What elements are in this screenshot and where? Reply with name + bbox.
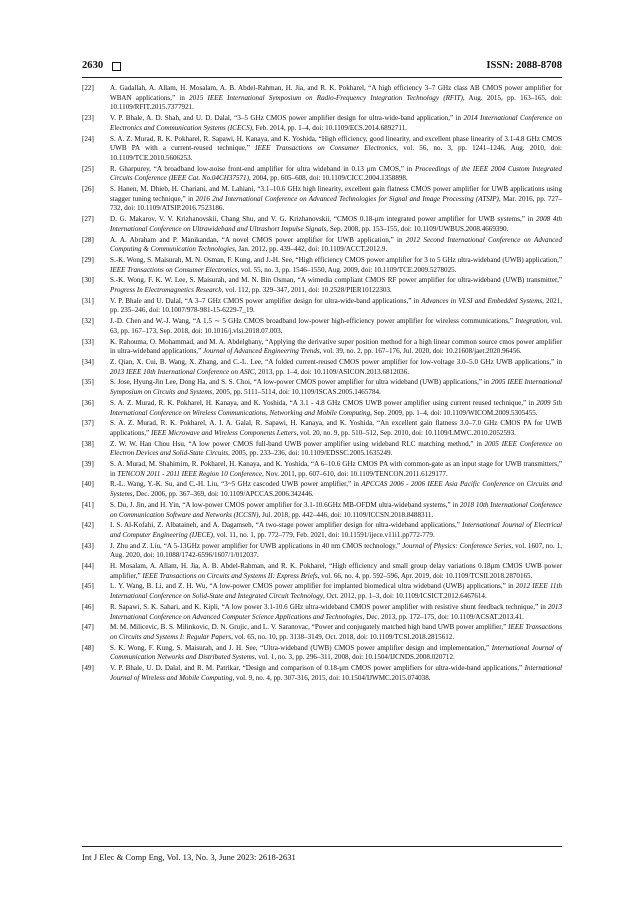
reference-item [82,276,562,295]
reference-authors-title: S.-K. Wong, S. Maisurah, M. N. Osman, F. Kung, and J.-H. See, “High efficiency CMOS power amplifier for 3 to 5 GHz ultra-wideband (UWB) application,” [110,255,562,264]
reference-number: [38] [82,439,94,448]
reference-authors-title: J. Zhu and Z. Liu, “A 5-13GHz power amplifier for UWB applications in 40 nm CMOS technology,” [110,541,403,550]
reference-authors-title: S. K. Wong, F. Kung, S. Maisurah, and J. H. See, “Ultra-wideband (UWB) CMOS power amplifier design and implementation,” [110,643,492,652]
reference-venue: Progress In Electromagnetics Research [110,286,222,295]
footer-rule [82,846,562,847]
reference-item [82,440,562,459]
reference-text [110,114,562,132]
reference-venue: IEEE Microwave and Wireless Components Letters [150,428,297,437]
reference-text [110,215,562,233]
reference-number: [39] [82,460,94,469]
reference-text [110,135,562,162]
reference-number: [31] [82,296,94,305]
reference-text [110,399,562,417]
reference-text [110,338,562,356]
reference-item [82,419,562,438]
reference-details: , 2004, pp. 605–608, doi: 10.1109/CICC.2004.1358898. [248,174,408,183]
reference-number: [23] [82,114,94,123]
header-rule [82,77,562,78]
reference-number: [26] [82,185,94,194]
reference-venue: 2016 2nd International Conference on Advanced Technologies for Signal and Image Processing (ATSIP) [195,194,499,203]
reference-item [82,480,562,499]
reference-details: , Mar. 2016, pp. 727–732, doi: 10.1109/ATSIP.2016.7523186. [110,194,563,213]
reference-details: , Oct. 2012, pp. 1–3, doi: 10.1109/ICSICT.2012.6467614. [322,592,487,601]
reference-authors-title: H. Mosalam, A. Allam, H. Jia, A. B. Abdel-Rahman, and R. K. Pokharel, “High efficiency and small group delay variations 0.18μm CMOS UWB power amplifier,” [110,562,562,580]
reference-venue: 2014 International Conference on Electronics and Communication Systems (ICECS) [110,114,562,132]
reference-number: [27] [82,215,94,224]
reference-item [82,378,562,397]
reference-authors-title: L. Y. Wang, B. Li, and Z. H. Wu, “A low-power CMOS power amplifier for implanted biomedical ultra wideband (UWB) applications,” in [110,582,516,591]
reference-details: , vol. 66, no. 4, pp. 592–596, Apr. 2019, doi: 10.1109/TCSII.2018.2870165. [317,571,533,580]
reference-authors-title: S. A. Murad, M. Shahimim, R. Pokharel, H. Kanaya, and K. Yoshida, “A 6–10.6 GHz CMOS PA with common-gate as an input stage for UWB transmitters,” in [110,460,562,478]
reference-details: , Jul. 2018, pp. 442–446, doi: 10.1109/ICCSN.2018.8488311. [258,510,434,519]
reference-text [110,419,562,437]
reference-details: , Dec. 2013, pp. 172–175, doi: 10.1109/ACSAT.2013.41. [362,612,524,621]
reference-item [82,256,562,275]
reference-details: , 2021, pp. 235–246, doi: 10.1007/978-981-15-6229-7_19. [110,296,563,315]
reference-details: , vol. 55, no. 3, pp. 1546–1550, Aug. 2009, doi: 10.1109/TCE.2009.5278025. [237,265,457,274]
reference-details: , Sep. 2008, pp. 153–155, doi: 10.1109/UWBUS.2008.4669390. [326,224,509,233]
reference-text [110,358,562,376]
reference-venue: 2009 5th International Conference on Wireless Communications, Networking and Mobile Computing [110,398,563,417]
reference-venue: Journal of Advanced Engineering Trends [202,347,320,356]
reference-authors-title: K. Rahouma, O. Mohammad, and M. A. Abdelghany, “Applying the derivative super position method for a high linear common source cmos power amplifier in ultra-wideband applications,” [110,337,562,356]
reference-text [110,542,562,560]
reference-authors-title: S. A. Z. Murad, R. K. Pokharel, H. Kanaya, and K. Yoshida, “A 3.1 - 4.8 GHz CMOS UWB power amplifier using current reused technique,” in [110,398,537,407]
reference-venue: Journal of Physics: Conference Series [402,541,512,550]
reference-number: [34] [82,357,94,366]
reference-number: [41] [82,500,94,509]
page-header [82,60,562,76]
reference-venue: TENCON 2011 - 2011 IEEE Region 10 Conference [117,469,262,478]
reference-authors-title: D. G. Makarov, V. V. Krizhanovskii, Chang Shu, and V. G. Krizhanovskii, “CMOS 0.18-μm integrated power amplifier for UWB systems,” in [110,215,536,224]
reference-details: , Nov. 2011, pp. 607–610, doi: 10.1109/TENCON.2011.6129177. [261,469,448,478]
reference-authors-title: I. S. Al-Kofahi, Z. Albataineh, and A. Dagamseh, “A two-stage power amplifier design for ultra-wideband applications,” [110,521,463,530]
reference-item [82,236,562,255]
checkbox-icon [112,62,121,71]
reference-text [110,562,562,580]
reference-details: , Jan. 2012, pp. 439–442, doi: 10.1109/ACCT.2012.9. [234,245,388,254]
reference-text [110,378,562,396]
reference-authors-title: S. Hanen, M. Dhieb, H. Chariani, and M. Lahiani, “3.1–10.6 GHz high linearity, excellent gain flatness CMOS power amplifier for UWB applications using stagger tuning technique,” in [110,185,562,203]
reference-authors-title: V. P. Bhale and U. Dalal, “A 3–7 GHz CMOS power amplifier design for ultra-wide-band applications,” in [110,296,422,305]
reference-number: [49] [82,664,94,673]
reference-authors-title: Z. Qian, X. Cui, B. Wang, X. Zhang, and C.-L. Lee, “A folded current-reused CMOS power amplifier for low-voltage 3.0–5.0 GHz UWB applications,” in [110,357,562,366]
reference-text [110,521,562,539]
page-number: 2630 [82,60,104,71]
reference-number: [28] [82,235,94,244]
reference-text [110,644,562,662]
reference-item [82,623,562,642]
reference-number: [29] [82,255,94,264]
reference-venue: 2013 International Conference on Advanced Computer Science Applications and Technologies [110,602,562,621]
reference-details: , vol. 56, no. 3, pp. 1241–1246, Aug. 2010, doi: 10.1109/TCE.2010.5606253. [110,144,563,162]
reference-authors-title: S.-K. Wong, F. K. W. Lee, S. Maisurah, and M. N. Bin Osman, “A wimedia compliant CMOS RF power amplifier for ultra-wideband (UWB) transmitter,” [110,276,562,285]
reference-authors-title: Z. W. W. Han Chou Hsu, “A low power CMOS full-band UWB power amplifier using wideband RLC matching method,” in [110,439,485,448]
reference-item [82,460,562,479]
reference-item [82,165,562,184]
reference-number: [45] [82,582,94,591]
reference-number: [35] [82,378,94,387]
reference-number: [33] [82,337,94,346]
reference-venue: 2005 IEEE Conference on Electron Devices and Solid-State Circuits [110,439,562,458]
reference-item [82,562,562,581]
reference-details: , Feb. 2014, pp. 1–4, doi: 10.1109/ECS.2014.6892711. [252,123,407,132]
reference-authors-title: V. P. Bhale, A. D. Shah, and U. D. Dalal, “3–5 GHz CMOS power amplifier design for ultra-wide-band application,” in [110,114,464,123]
reference-item [82,603,562,622]
reference-text [110,276,562,294]
reference-authors-title: M. M. Milicevic, B. S. Milinkovic, D. N. Grujic, and L. V. Saranovac, “Power and conjugately matched high band UWB power amplifier,” [110,623,509,632]
reference-number: [47] [82,623,94,632]
reference-venue: 2013 IEEE 10th International Conference on ASIC [110,367,255,376]
reference-item [82,317,562,336]
reference-venue: 2015 IEEE International Symposium on Radio-Frequency Integration Technology (RFIT) [189,93,463,102]
reference-text [110,256,562,274]
reference-item [82,297,562,316]
reference-authors-title: V. P. Bhale, U. D. Dalal, and R. M. Patrikar, “Design and comparison of 0.18-μm CMOS power amplifiers for ultra-wide-band applications,” [110,664,525,673]
reference-number: [36] [82,398,94,407]
reference-item [82,338,562,357]
reference-text [110,664,562,682]
reference-authors-title: A. Gadallah, A. Allam, H. Mosalam, A. B. Abdel-Rahman, H. Jia, and R. K. Pokharel, “A high efficiency 3–7 GHz class AB CMOS power amplifier for WBAN applications,” in [110,84,562,102]
reference-venue: 2012 Second International Conference on Advanced Computing & Communication Technologies [110,235,562,254]
reference-number: [32] [82,317,94,326]
reference-venue: IEEE Transactions on Consumer Electronics [110,265,238,274]
reference-item [82,664,562,683]
reference-text [110,236,562,254]
reference-authors-title: J.-D. Chen and W.-J. Wang, “A 1.5 ∼ 5 GHz CMOS broadband low-power high-efficiency power amplifier for wireless communications,” [110,317,516,326]
reference-number: [25] [82,164,94,173]
reference-text [110,582,562,600]
reference-item [82,215,562,234]
reference-text [110,501,562,519]
reference-text [110,623,562,641]
reference-item [82,185,562,214]
reference-details: , vol. 11, no. 1, pp. 772–779, Feb. 2021, doi: 10.11591/ijece.v11i1.pp772-779. [213,530,435,539]
reference-authors-title: S. Jose, Hyung-Jin Lee, Dong Ha, and S. S. Choi, “A low-power CMOS power amplifier for ultra wideband (UWB) applications,” in [110,378,492,387]
reference-details: , Sep. 2009, pp. 1–4, doi: 10.1109/WICOM.2009.5305455. [370,408,538,417]
reference-number: [40] [82,480,94,489]
reference-item [82,542,562,561]
reference-authors-title: R.-L. Wang, Y.-K. Su, and C.-H. Liu, “3~5 GHz cascoded UWB power amplifier,” in [110,480,362,489]
reference-item [82,582,562,601]
reference-authors-title: A. A. Abraham and P. Manikandan, “A novel CMOS power amplifier for UWB application,” in [110,235,406,244]
reference-text [110,460,562,478]
reference-number: [44] [82,562,94,571]
reference-number: [46] [82,602,94,611]
reference-text [110,317,562,335]
reference-details: , vol. 112, pp. 329–347, 2011, doi: 10.2528/PIER10122303. [221,286,392,295]
reference-venue: International Journal of Communication Networks and Distributed Systems [110,643,562,662]
reference-authors-title: R. Sapawi, S. K. Sahari, and K. Kipli, “A low power 3.1-10.6 GHz ultra-wideband CMOS power amplifier with resistive shunt feedback technique,” in [110,602,548,611]
reference-number: [37] [82,419,94,428]
reference-authors-title: R. Gharpurey, “A broadband low-noise front-end amplifier for ultra wideband in 0.13 μm CMOS,” in [110,164,416,173]
reference-details: , vol. 63, pp. 167–173, Sep. 2018, doi: 10.1016/j.vlsi.2018.07.003. [110,317,562,335]
reference-item [82,644,562,663]
reference-venue: IEEE Transactions on Consumer Electronics [255,144,397,153]
reference-venue: International Journal of Electrical and Computer Engineering (IJECE) [110,521,563,539]
reference-venue: Proceedings of the IEEE 2004 Custom Integrated Circuits Conference (IEEE Cat. No.04CH37571) [110,164,562,183]
reference-details: , vol. 1, no. 3, pp. 296–311, 2008, doi: 10.1504/IJCNDS.2008.020712. [254,653,455,662]
reference-text [110,297,562,315]
reference-details: , vol. 39, no. 2, pp. 167–176, Jul. 2020, doi: 10.21608/jaet.2020.96456. [319,347,522,356]
reference-item [82,358,562,377]
page-footer: Int J Elec & Comp Eng, Vol. 13, No. 3, June 2023: 2618-2631 [82,852,296,862]
reference-item [82,114,562,133]
reference-details: , 2013, pp. 1–4, doi: 10.1109/ASICON.2013.6812036. [254,367,410,376]
reference-details: , vol. 9, no. 4, pp. 307-316, 2015, doi: 10.1504/IJWMC.2015.074038. [232,673,431,682]
reference-text [110,165,562,183]
reference-details: , 2005, pp. 5111–5114, doi: 10.1109/ISCAS.2005.1465784. [212,388,381,397]
reference-item [82,84,562,113]
reference-number: [42] [82,521,94,530]
reference-details: , Aug. 2015, pp. 163–165, doi: 10.1109/RFIT.2015.7377921. [110,93,562,112]
reference-details: , 2005, pp. 233–236, doi: 10.1109/EDSSC.2005.1635249. [228,449,393,458]
reference-number: [48] [82,643,94,652]
reference-text [110,480,562,498]
reference-venue: IEEE Transactions on Circuits and Systems I: Regular Papers [110,623,562,641]
reference-venue: International Journal of Wireless and Mobile Computing [110,664,562,682]
reference-text [110,603,562,621]
reference-venue: Integration [515,317,548,326]
reference-details: , vol. 20, no. 9, pp. 510–512, Sep. 2010, doi: 10.1109/LMWC.2010.2052593. [296,428,516,437]
reference-item [82,521,562,540]
reference-list [82,84,562,684]
reference-item [82,399,562,418]
reference-details: , Dec. 2006, pp. 367–369, doi: 10.1109/APCCAS.2006.342446. [132,490,314,499]
reference-number: [22] [82,84,94,92]
reference-venue: 2008 4th International Conference on Ultrawideband and Ultrashort Impulse Signals [110,215,562,233]
reference-details: , vol. 65, no. 10, pp. 3138–3149, Oct. 2018, doi: 10.1109/TCSI.2018.2815612. [231,632,455,641]
reference-authors-title: S. A. Z. Murad, R. K. Pokharel, R. Sapawi, H. Kanaya, and K. Yoshida, “High efficiency, good linearity, and excellent phase linearity of 3.1-4.8 GHz CMOS UWB PA with a current-reused technique,” [110,134,562,153]
reference-venue: APCCAS 2006 - 2006 IEEE Asia Pacific Conference on Circuits and Systems [110,480,563,499]
reference-venue: 2012 IEEE 11th International Conference on Solid-State and Integrated Circuit Technology [110,582,562,601]
reference-venue: 2018 10th International Conference on Communication Software and Networks (ICCSN) [110,500,562,519]
reference-number: [24] [82,134,94,143]
reference-venue: IEEE Transactions on Circuits and Systems II: Express Briefs [142,571,318,580]
reference-venue: Advances in VLSI and Embedded Systems [421,296,543,305]
reference-text [110,440,562,458]
reference-authors-title: S. A. Z. Murad, R. K. Pokharel, A. I. A. Galal, R. Sapawi, H. Kanaya, and K. Yoshida, “An excellent gain flatness 3.0–7.0 GHz CMOS PA for UWB applications,” [110,419,562,437]
reference-details: , vol. 1607, no. 1, Aug. 2020, doi: 10.1088/1742-6596/1607/1/012037. [110,541,562,560]
reference-number: [30] [82,276,94,285]
reference-item [82,501,562,520]
reference-authors-title: S. Du, J. Jin, and H. Yin, “A low-power CMOS power amplifier for 3.1-10.6GHz MB-OFDM ultra-wideband systems,” in [110,500,460,509]
issn-label: ISSN: 2088-8708 [486,60,562,71]
reference-text [110,84,562,111]
reference-text [110,185,562,212]
reference-venue: 2005 IEEE International Symposium on Circuits and Systems [110,378,562,397]
reference-item [82,135,562,164]
reference-number: [43] [82,541,94,550]
